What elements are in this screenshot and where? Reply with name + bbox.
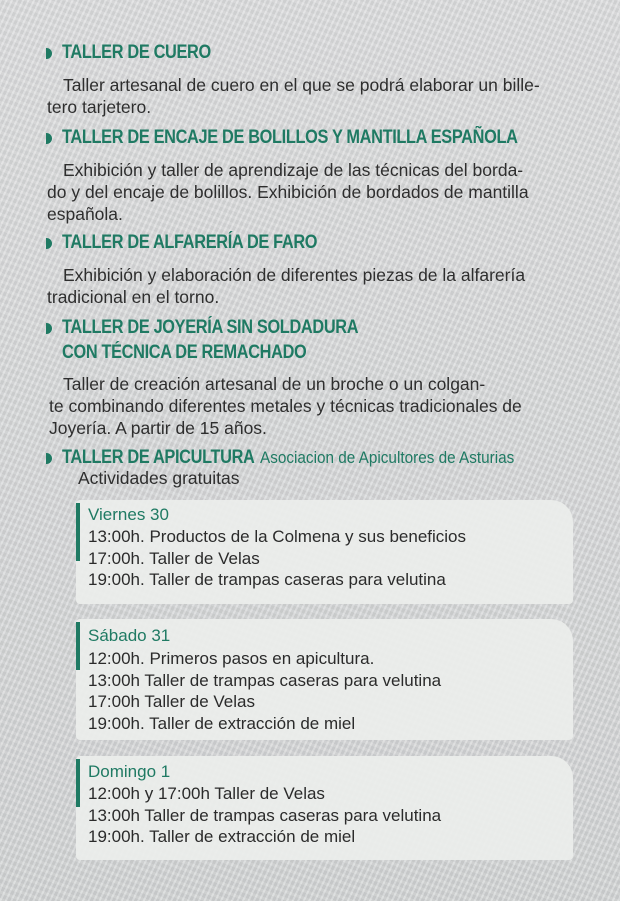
schedule-item: 19:00h. Taller de trampas caseras para velutina <box>88 570 446 590</box>
schedule-items <box>88 526 466 591</box>
bullet-icon <box>46 323 52 334</box>
section-note-apicultura: Actividades gratuitas <box>78 468 240 488</box>
schedule-day: Sábado 31 <box>88 626 171 645</box>
bullet-icon <box>46 453 52 464</box>
section-text-encaje <box>47 159 607 225</box>
schedule-item: 17:00h. Taller de Velas <box>88 548 260 568</box>
text-line: Exhibición y elaboración de diferentes piezas de la alfarería <box>63 265 526 285</box>
schedule-item: 13:00h Taller de trampas caseras para velutina <box>88 670 442 690</box>
panel-accent-bar <box>76 503 80 561</box>
section-text-alfareria <box>47 264 607 308</box>
text-line: tero tarjetero. <box>47 97 152 117</box>
section-text-joyeria <box>47 373 607 439</box>
schedule-item: 13:00h Taller de trampas caseras para velutina <box>88 805 442 825</box>
schedule-item: 17:00h Taller de Velas <box>88 692 255 712</box>
bullet-icon <box>46 48 52 59</box>
section-title-joyeria-line2: CON TÉCNICA DE REMACHADO <box>62 342 307 363</box>
text-line: tradicional en el torno. <box>47 287 220 307</box>
section-title-apicultura: TALLER DE APICULTURA <box>62 447 255 468</box>
panel-accent-bar <box>76 759 80 807</box>
schedule-day: Domingo 1 <box>88 762 171 781</box>
schedule-day: Viernes 30 <box>88 505 169 524</box>
section-title-alfareria: TALLER DE ALFARERÍA DE FARO <box>62 232 318 253</box>
section-subtitle-apicultura: Asociacion de Apicultores de Asturias <box>260 448 515 467</box>
bullet-icon <box>46 238 52 249</box>
text-line: Joyería. A partir de 15 años. <box>49 418 267 438</box>
section-title-encaje: TALLER DE ENCAJE DE BOLILLOS Y MANTILLA ESPAÑOLA <box>62 127 518 148</box>
schedule-items <box>88 648 441 734</box>
text-line: Taller artesanal de cuero en el que se podrá elaborar un bille- <box>63 75 540 95</box>
section-title-joyeria: TALLER DE JOYERÍA SIN SOLDADURA <box>62 317 359 338</box>
schedule-item: 19:00h. Taller de extracción de miel <box>88 713 356 733</box>
schedule-item: 13:00h. Productos de la Colmena y sus beneficios <box>88 527 467 546</box>
text-line: te combinando diferentes metales y técnicas tradicionales de <box>49 396 522 416</box>
bullet-icon <box>46 133 52 144</box>
panel-accent-bar <box>76 622 80 670</box>
text-line: española. <box>47 204 123 224</box>
schedule-item: 12:00h y 17:00h Taller de Velas <box>88 784 325 803</box>
schedule-item: 19:00h. Taller de extracción de miel <box>88 827 356 847</box>
text-line: Taller de creación artesanal de un broche o un colgan- <box>63 374 486 394</box>
section-title-cuero: TALLER DE CUERO <box>62 42 211 63</box>
schedule-items <box>88 783 441 848</box>
text-line: do y del encaje de bolillos. Exhibición de bordados de mantilla <box>47 182 529 202</box>
schedule-item: 12:00h. Primeros pasos en apicultura. <box>88 649 375 668</box>
text-line: Exhibición y taller de aprendizaje de las técnicas del borda- <box>63 160 524 180</box>
section-title-apicultura-row <box>62 447 543 469</box>
section-text-cuero <box>47 74 607 118</box>
